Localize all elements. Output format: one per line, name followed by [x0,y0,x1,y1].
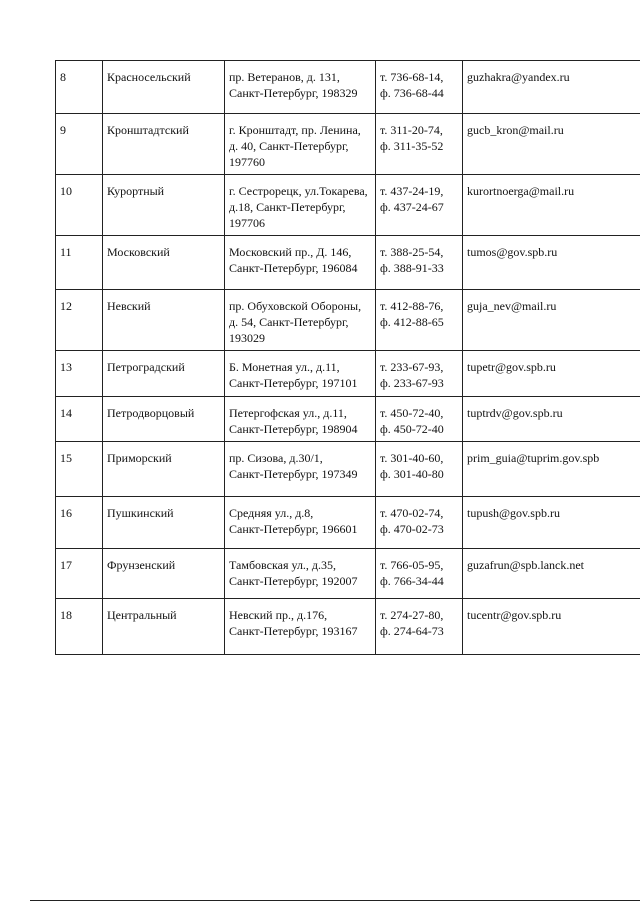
table-row [56,236,640,290]
district-email: kurortnoerga@mail.ru [463,175,640,236]
page-bottom-rule [30,900,640,901]
district-name: Красносельский [103,61,225,114]
district-phone-fax: т. 311-20-74, ф. 311-35-52 [376,114,463,175]
district-email: tupush@gov.spb.ru [463,497,640,549]
district-phone-fax: т. 766-05-95, ф. 766-34-44 [376,549,463,599]
district-name: Петроградский [103,351,225,397]
district-email: tucentr@gov.spb.ru [463,599,640,655]
district-phone-fax: т. 450-72-40, ф. 450-72-40 [376,397,463,442]
district-name: Курортный [103,175,225,236]
row-number: 14 [56,397,103,442]
district-phone-fax: т. 470-02-74, ф. 470-02-73 [376,497,463,549]
district-name: Пушкинский [103,497,225,549]
row-number: 16 [56,497,103,549]
district-phone-fax: т. 233-67-93, ф. 233-67-93 [376,351,463,397]
district-address: Московский пр., Д. 146, Санкт-Петербург, 196084 [225,236,376,290]
district-phone-fax: т. 736-68-14, ф. 736-68-44 [376,61,463,114]
district-phone-fax: т. 437-24-19, ф. 437-24-67 [376,175,463,236]
table-row [56,61,640,114]
table-row [56,442,640,497]
district-contacts-table [55,60,640,655]
district-address: Невский пр., д.176, Санкт-Петербург, 193167 [225,599,376,655]
row-number: 18 [56,599,103,655]
district-phone-fax: т. 388-25-54, ф. 388-91-33 [376,236,463,290]
district-name: Центральный [103,599,225,655]
table-row [56,290,640,351]
district-address: Петергофская ул., д.11, Санкт-Петербург, 198904 [225,397,376,442]
row-number: 15 [56,442,103,497]
district-email: prim_guia@tuprim.gov.spb [463,442,640,497]
district-name: Фрунзенский [103,549,225,599]
district-name: Московский [103,236,225,290]
district-email: gucb_kron@mail.ru [463,114,640,175]
district-phone-fax: т. 412-88-76, ф. 412-88-65 [376,290,463,351]
row-number: 13 [56,351,103,397]
district-name: Приморский [103,442,225,497]
row-number: 11 [56,236,103,290]
district-name: Невский [103,290,225,351]
district-email: tumos@gov.spb.ru [463,236,640,290]
row-number: 9 [56,114,103,175]
district-email: tupetr@gov.spb.ru [463,351,640,397]
table-row [56,549,640,599]
district-address: Средняя ул., д.8, Санкт-Петербург, 196601 [225,497,376,549]
table-row [56,175,640,236]
district-address: Тамбовская ул., д.35, Санкт-Петербург, 192007 [225,549,376,599]
district-address: пр. Ветеранов, д. 131, Санкт-Петербург, 198329 [225,61,376,114]
row-number: 12 [56,290,103,351]
district-phone-fax: т. 274-27-80, ф. 274-64-73 [376,599,463,655]
row-number: 8 [56,61,103,114]
district-name: Кронштадтский [103,114,225,175]
table-row [56,497,640,549]
table-row [56,599,640,655]
table-row [56,397,640,442]
district-address: пр. Обуховской Обороны, д. 54, Санкт-Петербург, 193029 [225,290,376,351]
row-number: 17 [56,549,103,599]
district-address: г. Кронштадт, пр. Ленина, д. 40, Санкт-Петербург, 197760 [225,114,376,175]
district-address: Б. Монетная ул., д.11, Санкт-Петербург, 197101 [225,351,376,397]
district-email: guzhakra@yandex.ru [463,61,640,114]
district-address: г. Сестрорецк, ул.Токарева, д.18, Санкт-Петербург, 197706 [225,175,376,236]
district-address: пр. Сизова, д.30/1, Санкт-Петербург, 197349 [225,442,376,497]
district-phone-fax: т. 301-40-60, ф. 301-40-80 [376,442,463,497]
district-email: guzafrun@spb.lanck.net [463,549,640,599]
district-email: guja_nev@mail.ru [463,290,640,351]
row-number: 10 [56,175,103,236]
district-email: tuptrdv@gov.spb.ru [463,397,640,442]
table-row [56,351,640,397]
district-name: Петродворцовый [103,397,225,442]
table-row [56,114,640,175]
